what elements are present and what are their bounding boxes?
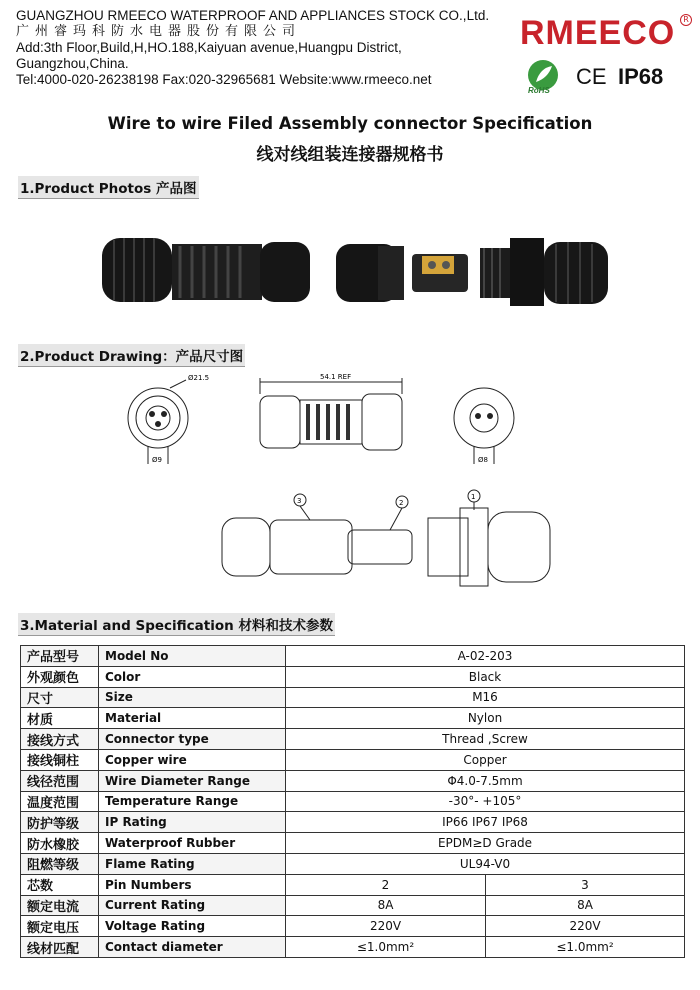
spec-label-cn: 阻燃等级 xyxy=(21,853,99,874)
spec-table xyxy=(20,645,685,958)
title-en: Wire to wire Filed Assembly connector Specification xyxy=(107,114,593,133)
spec-label-en: Copper wire xyxy=(99,749,286,770)
company-name-en: GUANGZHOU RMEECO WATERPROOF AND APPLIANCES STOCK CO.,Ltd. xyxy=(16,8,490,23)
spec-label-cn: 材质 xyxy=(21,708,99,729)
spec-label-en: Material xyxy=(99,708,286,729)
spec-label-en: Model No xyxy=(99,646,286,667)
address-line2: Guangzhou,China. xyxy=(16,56,129,71)
spec-label-cn: 线径范围 xyxy=(21,770,99,791)
rohs-label: RoHS xyxy=(528,86,550,95)
spec-label-en: Flame Rating xyxy=(99,853,286,874)
logo-text: RMEECO xyxy=(520,14,676,52)
spec-row-split xyxy=(21,874,685,895)
spec-value: Nylon xyxy=(286,708,685,729)
spec-value-2pin: 2 xyxy=(286,874,486,895)
dim-diameter-right: Ø8 xyxy=(478,456,488,464)
callout-2: 2 xyxy=(399,499,404,507)
spec-value: Φ4.0-7.5mm xyxy=(286,770,685,791)
callout-1: 1 xyxy=(471,493,476,501)
spec-label-cn: 产品型号 xyxy=(21,646,99,667)
spec-row-split xyxy=(21,937,685,958)
ip68-mark: IP68 xyxy=(618,64,664,89)
spec-value-2pin: ≤1.0mm² xyxy=(286,937,486,958)
section-photos-heading: 1.Product Photos 产品图 xyxy=(18,176,199,199)
spec-value: EPDM≥D Grade xyxy=(286,833,685,854)
spec-value: A-02-203 xyxy=(286,646,685,667)
dim-diameter-outer: Ø21.5 xyxy=(188,374,210,382)
spec-label-cn: 外观颜色 xyxy=(21,666,99,687)
spec-value-3pin: ≤1.0mm² xyxy=(486,937,685,958)
ce-mark: CE xyxy=(576,64,607,89)
assembled-connector-photo xyxy=(102,238,310,302)
spec-row xyxy=(21,646,685,667)
spec-label-cn: 接线方式 xyxy=(21,729,99,750)
spec-value: UL94-V0 xyxy=(286,853,685,874)
product-drawing xyxy=(110,368,590,598)
spec-value: Thread ,Screw xyxy=(286,729,685,750)
spec-row xyxy=(21,770,685,791)
spec-label-cn: 额定电流 xyxy=(21,895,99,916)
spec-label-en: Temperature Range xyxy=(99,791,286,812)
spec-row xyxy=(21,666,685,687)
spec-label-en: Contact diameter xyxy=(99,937,286,958)
spec-label-en: Voltage Rating xyxy=(99,916,286,937)
spec-label-cn: 防护等级 xyxy=(21,812,99,833)
spec-value-3pin: 220V xyxy=(486,916,685,937)
spec-row xyxy=(21,853,685,874)
spec-label-en: Size xyxy=(99,687,286,708)
spec-value: IP66 IP67 IP68 xyxy=(286,812,685,833)
spec-value-3pin: 3 xyxy=(486,874,685,895)
section-spec-heading: 3.Material and Specification 材料和技术参数 xyxy=(18,613,335,636)
spec-value: Black xyxy=(286,666,685,687)
registered-mark: R xyxy=(680,14,692,26)
spec-value-3pin: 8A xyxy=(486,895,685,916)
spec-label-cn: 接线铜柱 xyxy=(21,749,99,770)
company-header xyxy=(16,8,516,88)
spec-label-en: Current Rating xyxy=(99,895,286,916)
section-drawing-heading: 2.Product Drawing：产品尺寸图 xyxy=(18,344,245,367)
spec-label-en: Wire Diameter Range xyxy=(99,770,286,791)
spec-label-cn: 线材匹配 xyxy=(21,937,99,958)
spec-row xyxy=(21,749,685,770)
spec-row xyxy=(21,791,685,812)
spec-label-cn: 芯数 xyxy=(21,874,99,895)
spec-label-cn: 额定电压 xyxy=(21,916,99,937)
spec-row xyxy=(21,812,685,833)
spec-label-en: IP Rating xyxy=(99,812,286,833)
spec-label-cn: 温度范围 xyxy=(21,791,99,812)
dim-diameter-left: Ø9 xyxy=(152,456,162,464)
exploded-connector-photo xyxy=(336,238,608,306)
spec-value-2pin: 8A xyxy=(286,895,486,916)
spec-row xyxy=(21,687,685,708)
product-photos xyxy=(100,226,620,316)
spec-label-en: Waterproof Rubber xyxy=(99,833,286,854)
spec-row-split xyxy=(21,895,685,916)
spec-row xyxy=(21,833,685,854)
spec-label-en: Color xyxy=(99,666,286,687)
brand-logo xyxy=(520,14,690,53)
spec-label-en: Connector type xyxy=(99,729,286,750)
spec-value-2pin: 220V xyxy=(286,916,486,937)
spec-label-en: Pin Numbers xyxy=(99,874,286,895)
spec-label-cn: 尺寸 xyxy=(21,687,99,708)
certifications xyxy=(528,60,688,100)
spec-row-split xyxy=(21,916,685,937)
contact-line: Tel:4000-020-26238198 Fax:020-32965681 Website:www.rmeeco.net xyxy=(16,72,432,87)
spec-row xyxy=(21,729,685,750)
callout-3: 3 xyxy=(297,497,302,505)
spec-value: Copper xyxy=(286,749,685,770)
spec-value: -30°- +105° xyxy=(286,791,685,812)
spec-row xyxy=(21,708,685,729)
company-name-cn: 广州睿玛科防水电器股份有限公司 xyxy=(16,24,302,39)
spec-label-cn: 防水橡胶 xyxy=(21,833,99,854)
spec-value: M16 xyxy=(286,687,685,708)
dim-length-ref: 54.1 REF xyxy=(320,373,352,381)
title-cn: 线对线组装连接器规格书 xyxy=(256,145,444,165)
address-line1: Add:3th Floor,Build,H,HO.188,Kaiyuan avenue,Huangpu District, xyxy=(16,40,402,55)
